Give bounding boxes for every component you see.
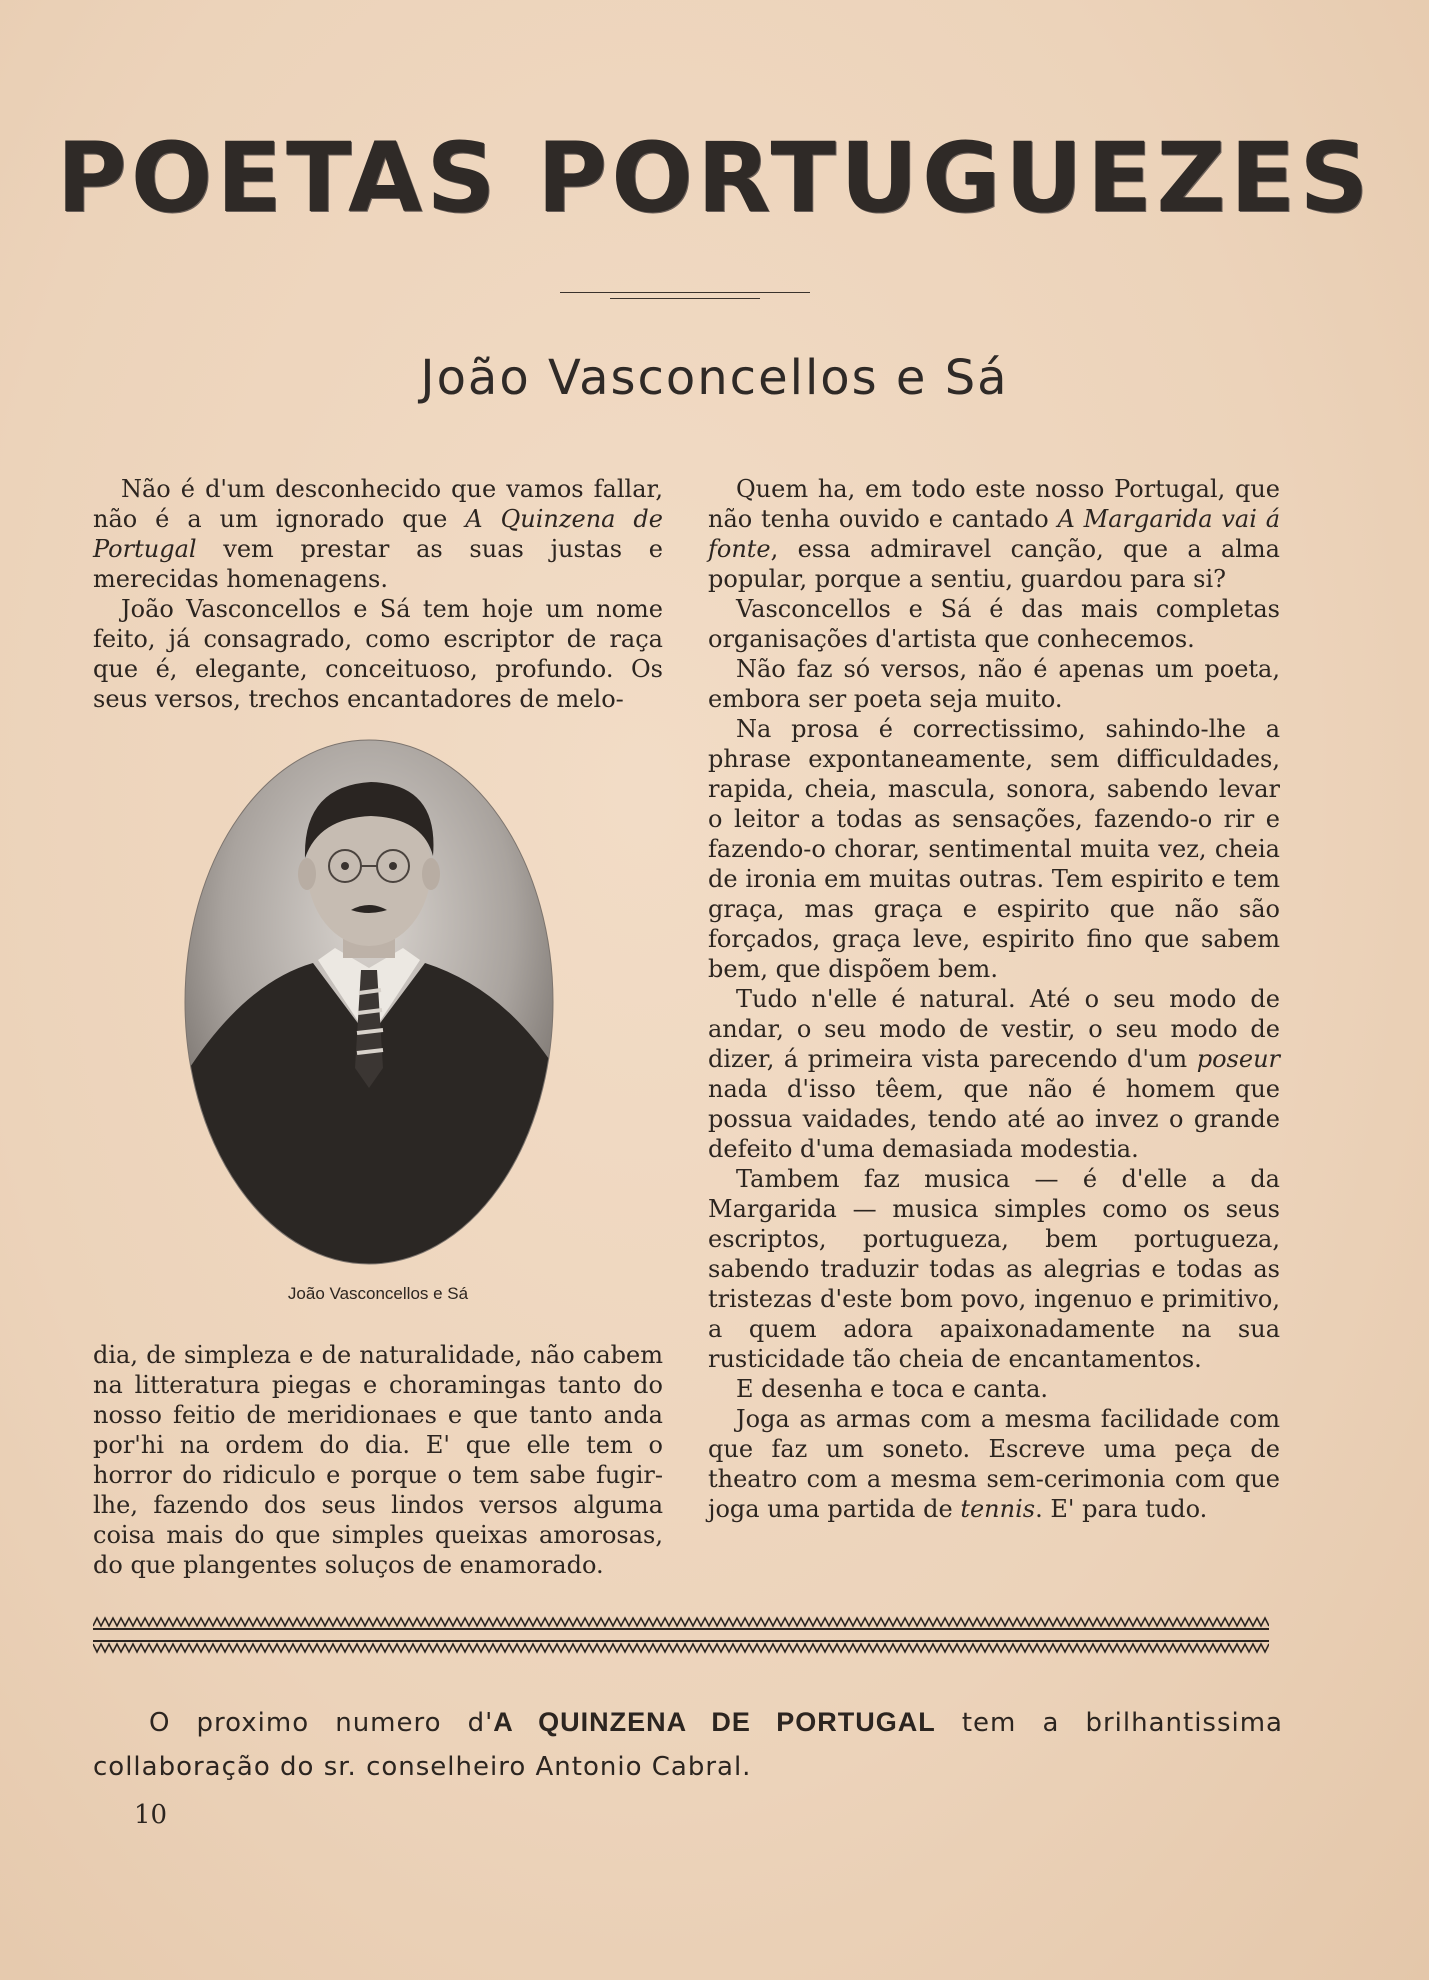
zigzag-border-bottom [93, 1640, 1269, 1654]
article-paragraph: João Vasconcellos e Sá tem hoje um nome feito, já consagrado, como escriptor de raça que é, elegante, conceituoso, profundo. Os seus versos, trechos encantadores de melo- [93, 595, 663, 713]
article-paragraph [708, 474, 1280, 594]
page-title: POETAS PORTUGUEZES [56, 122, 1373, 234]
italic-word: tennis [960, 1495, 1036, 1523]
italic-word: poseur [1196, 1045, 1280, 1073]
article-paragraph [93, 474, 663, 594]
next-issue-notice [93, 1700, 1283, 1789]
article-paragraph [708, 1404, 1280, 1524]
article-right-column [708, 474, 1280, 1524]
portrait-image [183, 738, 555, 1266]
article-left-column-bottom [93, 1340, 663, 1580]
article-paragraph: Tambem faz musica — é d'elle a da Margarida — musica simples como os seus escriptos, portugueza, bem portugueza, sabendo traduzir todas as alegrias e todas as tristezas d'este bom povo, ingenuo e primitivo, a quem adora apaixonadamente na sua rusticidade tão cheia de encantamentos. [708, 1165, 1280, 1373]
paragraph-text: . E' para tudo. [1035, 1495, 1208, 1523]
title-divider [560, 292, 810, 293]
paragraph-text: Joga as armas com a mesma facilidade com que faz um soneto. Escreve uma peça de theatro com a mesma sem-cerimonia com que joga uma partida de [708, 1405, 1280, 1523]
notice-text: O proximo numero d' [149, 1708, 494, 1738]
article-subtitle: João Vasconcellos e Sá [420, 350, 1009, 406]
publication-title: A Quinzena de Portugal [93, 505, 663, 563]
page-number: 10 [134, 1800, 168, 1830]
article-paragraph: E desenha e toca e canta. [736, 1375, 1049, 1403]
song-title: A Margarida vai á fonte [708, 505, 1281, 563]
article-paragraph: Na prosa é correctissimo, sahindo-lhe a phrase expontaneamente, sem difficuldades, rapida, cheia, mascula, sonora, sabendo levar o leitor a todas as sensações, fazendo-o rir e fazendo-o chorar, sentimental muita vez, cheia de ironia em muitas outras. Tem espirito e tem graça, mas graça e espirito que não são forçados, graça leve, espirito fino que sabem bem, que dispõem bem. [708, 715, 1280, 983]
magazine-name: A QUINZENA DE PORTUGAL [493, 1707, 936, 1737]
paragraph-text: Tudo n'elle é natural. Até o seu modo de andar, o seu modo de vestir, o seu modo de dizer, á primeira vista parecendo d'um [708, 985, 1280, 1073]
article-paragraph: dia, de simpleza e de naturalidade, não cabem na litteratura piegas e choramingas tanto do nosso feitio de meridionaes e que tanto anda por'hi na ordem do dia. E' que elle tem o horror do ridiculo e porque o tem sabe fugir-lhe, fazendo dos seus lindos versos alguma coisa mais do que simples queixas amorosas, do que plangentes soluços de enamorado. [93, 1341, 663, 1579]
portrait-photo [183, 738, 555, 1266]
paragraph-text: , essa admiravel canção, que a alma popular, porque a sentiu, guardou para si? [708, 535, 1280, 593]
article-left-column-top [93, 474, 663, 714]
paragraph-text: nada d'isso têem, que não é homem que possua vaidades, tendo até ao invez o grande defeito d'uma demasiada modestia. [708, 1075, 1280, 1163]
article-paragraph: Vasconcellos e Sá é das mais completas organisações d'artista que conhecemos. [708, 595, 1280, 653]
paragraph-text: Quem ha, em todo este nosso Portugal, que não tenha ouvido e cantado [708, 475, 1280, 533]
article-paragraph [708, 984, 1280, 1164]
paragraph-text: vem prestar as suas justas e merecidas homenagens. [93, 535, 663, 593]
article-paragraph: Não faz só versos, não é apenas um poeta, embora ser poeta seja muito. [708, 655, 1280, 713]
zigzag-border-top [93, 1616, 1269, 1630]
portrait-caption: João Vasconcellos e Sá [287, 1284, 469, 1303]
title-divider-short [610, 298, 760, 299]
paragraph-text: Não é d'um desconhecido que vamos fallar, não é a um ignorado que [93, 475, 663, 533]
notice-text: tem a brilhantissima collaboração do sr. conselheiro Antonio Cabral. [93, 1708, 1283, 1782]
